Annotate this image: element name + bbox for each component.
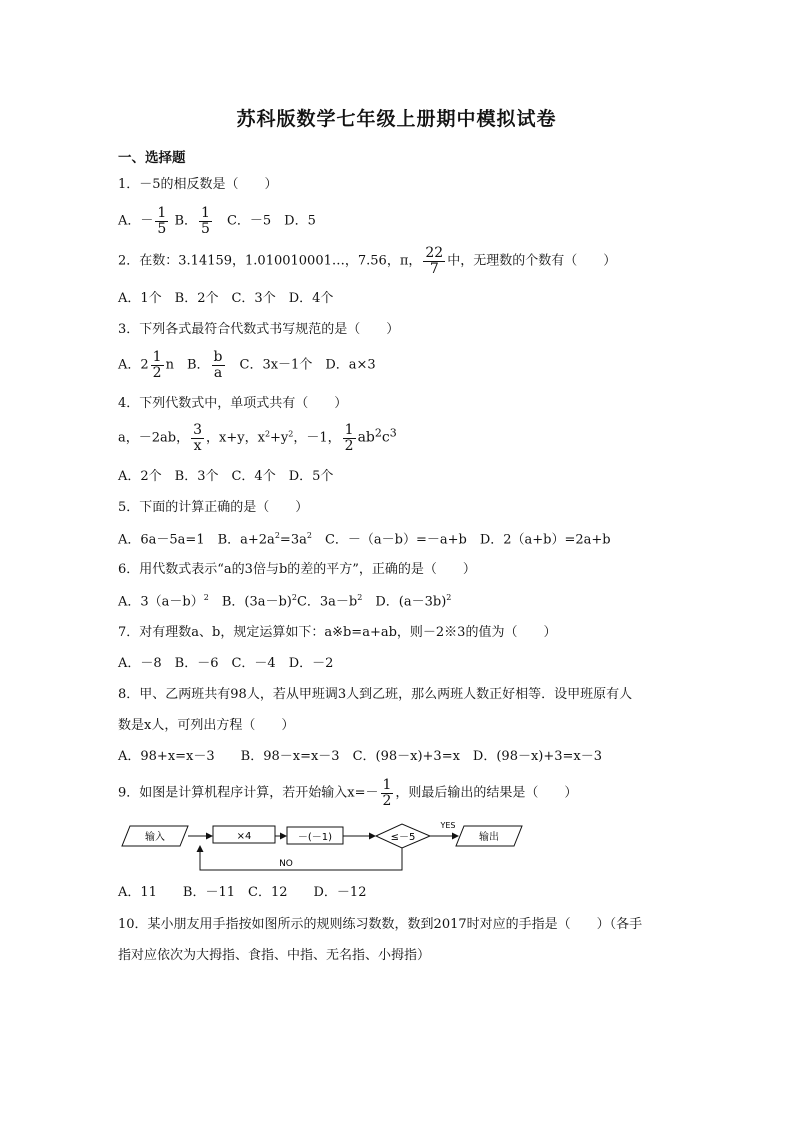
question-8-stem-line1: 8．甲、乙两班共有98人，若从甲班调3人到乙班，那么两班人数正好相等．设甲班原有人 bbox=[118, 687, 633, 702]
fraction: $\frac{1}{5}$ bbox=[157, 205, 167, 237]
program-flowchart bbox=[118, 818, 528, 876]
output-label: 输出 bbox=[479, 832, 499, 843]
no-label: NO bbox=[279, 859, 293, 869]
condition-label: ≤－5 bbox=[390, 832, 416, 843]
fraction: $\frac{1}{5}$ bbox=[201, 205, 210, 237]
question-10-stem-line1: 10．某小朋友用手指按如图所示的规则练习数数，数到2017时对应的手指是（ ）（各手 bbox=[118, 917, 643, 932]
question-4-expressions: a，－2ab， $\frac{3}{x}$ ，x+y，$x^2+y^2$，－1， $\frac{1}{2}$ $ab^2c^3$ bbox=[118, 422, 397, 454]
fraction: $\frac{22}{7}$ bbox=[425, 245, 444, 277]
question-8-options: A．98+x=x－3 B．98－x=x－3 C．(98－x)+3=x D．(98－x)+3=x－3 bbox=[118, 749, 603, 764]
page-title: 苏科版数学七年级上册期中模拟试卷 bbox=[236, 108, 557, 130]
question-9-stem: 9．如图是计算机程序计算，若开始输入x=－ $\frac{1}{2}$ ，则最后输出的结果是（ ） bbox=[118, 777, 578, 809]
question-4-stem: 4．下列代数式中，单项式共有（ ） bbox=[118, 396, 348, 411]
fraction: $\frac{1}{2}$ bbox=[152, 349, 162, 381]
question-2-options: A．1个 B．2个 C．3个 D．4个 bbox=[118, 291, 334, 306]
multiply-label: ×4 bbox=[236, 831, 252, 842]
question-7-stem: 7．对有理数a、b，规定运算如下：a※b=a+ab，则－2※3的值为（ ） bbox=[118, 625, 557, 640]
input-label: 输入 bbox=[145, 832, 165, 843]
question-4-options: A．2个 B．3个 C．4个 D．5个 bbox=[118, 469, 334, 484]
question-7-options: A．－8 B．－6 C．－4 D．－2 bbox=[118, 656, 334, 671]
question-6-options: A．$3(a-b)^2$ B．$(3a-b)^2C$．$3a-b^2$ D．$(a-3b)^2$ bbox=[118, 593, 452, 610]
question-5-options: A．6a－5a=1 B．$a+2a^2=3a^2$ C．－（a－b）=－a+b D．2（a+b）=2a+b bbox=[118, 531, 611, 548]
fraction: $\frac{3}{x}$ bbox=[193, 422, 203, 454]
question-9-options: A．11 B．－11 C．12 D．－12 bbox=[118, 885, 367, 900]
fraction: $\frac{b}{a}$ bbox=[213, 349, 223, 381]
question-1-stem: 1．－5的相反数是（ ） bbox=[118, 177, 278, 192]
yes-label: YES bbox=[440, 821, 456, 830]
question-6-stem: 6．用代数式表示“a的3倍与b的差的平方”，正确的是（ ） bbox=[118, 562, 476, 577]
subtract-label: －(－1) bbox=[297, 832, 333, 843]
fraction: $\frac{1}{2}$ bbox=[382, 777, 392, 809]
loop-arrow bbox=[200, 846, 402, 870]
question-8-stem-line2: 数是x人，可列出方程（ ） bbox=[118, 718, 295, 733]
question-1-options: A．－ $\frac{1}{5}$ B． $\frac{1}{5}$ C．－5 D．5 bbox=[118, 205, 316, 237]
fraction: $\frac{1}{2}$ bbox=[344, 422, 354, 454]
question-2-stem: 2．在数：3.14159，1.010010001…，7.56，π， $\frac{22}{7}$ 中，无理数的个数有（ ） bbox=[118, 245, 617, 277]
question-5-stem: 5．下面的计算正确的是（ ） bbox=[118, 500, 309, 515]
question-10-stem-line2: 指对应依次为大拇指、食指、中指、无名指、小拇指） bbox=[118, 948, 431, 963]
question-3-stem: 3．下列各式最符合代数式书写规范的是（ ） bbox=[118, 322, 400, 337]
question-3-options: A．2 $\frac{1}{2}$ n B． $\frac{b}{a}$ C．3x－1个 D．a×3 bbox=[118, 349, 376, 381]
section-heading: 一、选择题 bbox=[118, 150, 186, 166]
